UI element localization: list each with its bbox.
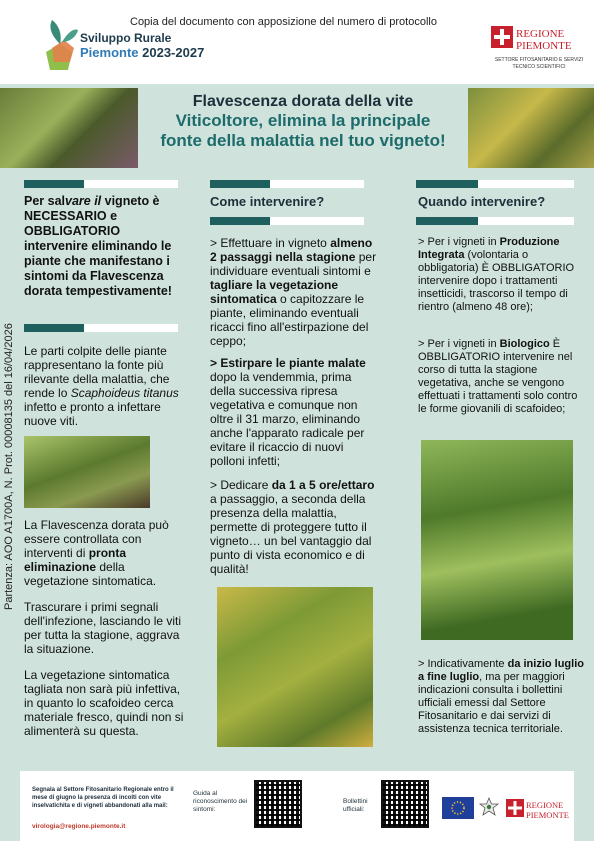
italian-emblem-icon	[479, 796, 499, 820]
program-title: Sviluppo Rurale	[80, 31, 172, 45]
guide-label: Guida al riconoscimento dei sintomi:	[193, 790, 248, 813]
title-line-2: Viticoltore, elimina la principale	[175, 111, 431, 130]
col2-bar-mid	[210, 217, 364, 225]
guide-qr-code[interactable]	[254, 780, 302, 828]
poster-title	[140, 92, 466, 156]
col1-bar-mid	[24, 324, 178, 332]
col1-paragraph-3: Trascurare i primi segnali dell'infezione, lasciando le viti per tutta la stagione, aggrava la situazione.	[24, 600, 182, 656]
col3-heading: Quando intervenire?	[418, 194, 546, 209]
vineyard-row-photo	[421, 440, 573, 640]
eu-flag-icon	[442, 797, 474, 819]
footer-email-link[interactable]: virologia@regione.piemonte.it	[32, 823, 126, 830]
vine-photo-right	[468, 88, 594, 168]
diseased-leaves-photo	[217, 587, 373, 747]
col3-bar-top	[416, 180, 574, 188]
regione-piemonte-logo	[491, 24, 581, 54]
sviluppo-rurale-leaf-icon	[42, 18, 78, 78]
protocol-stamp: Partenza: AOO A1700A, N. Prot. 00008135 del 16/04/2026	[3, 323, 15, 610]
col1-paragraph-4: La vegetazione sintomatica tagliata non sarà più infettiva, in quanto lo scafoideo cerca materiale fresco, quindi non si alimenterà su questa.	[24, 668, 184, 738]
svg-text:REGIONE: REGIONE	[516, 28, 565, 40]
region-department: SETTORE FITOSANITARIO E SERVIZI TECNICO SCIENTIFICI	[494, 57, 584, 70]
col1-paragraph-2: La Flavescenza dorata può essere controllata con interventi di pronta eliminazione della vegetazione sintomatica.	[24, 518, 169, 588]
col1-intro: Per salvare il vigneto è NECESSARIO e OBBLIGATORIO intervenire eliminando le piante che manifestano i sintomi da Flavescenza dorata tempestivamente!	[24, 194, 172, 298]
program-region: Piemonte	[80, 45, 139, 60]
footer-report-text: Segnala al Settore Fitosanitario Regionale entro il mese di giugno la presenza di incolti con vite inselvatichita e di vigneti abbandonati alla mail:	[32, 787, 174, 809]
col1-paragraph-1: Le parti colpite delle piante rappresentano la fonte più rilevante della malattia, che rende lo Scaphoideus titanus infetto e pronto a infettare nuove viti.	[24, 344, 179, 428]
col3-step-1: > Per i vigneti in Produzione Integrata (volontaria o obbligatoria) È OBBLIGATORIO intervenire dopo i trattamenti insetticidi, trascorso il tempo di rientro (almeno 48 ore);	[418, 236, 575, 313]
col2-heading: Come intervenire?	[210, 194, 325, 209]
vine-photo-left	[0, 88, 138, 168]
svg-text:REGIONE: REGIONE	[526, 800, 564, 810]
title-line-1: Flavescenza dorata della vite	[192, 93, 414, 110]
col2-bar-top	[210, 180, 364, 188]
col2-step-1: > Effettuare in vigneto almeno 2 passaggi nella stagione per individuare eventuali sintomi e tagliare la vegetazione sintomatica o capitozzare le piante, eliminando eventuali ricacci fino all'estirpazione del ceppo;	[210, 236, 377, 348]
title-line-3: fonte della malattia nel tuo vigneto!	[160, 131, 446, 150]
protocol-note: Copia del documento con apposizione del numero di protocollo	[130, 16, 437, 28]
bulletin-label: Bollettini ufficiali:	[343, 798, 368, 813]
regione-piemonte-footer-logo	[506, 797, 576, 821]
col1-bar-top	[24, 180, 178, 188]
col2-step-3: > Dedicare da 1 a 5 ore/ettaro a passaggio, a seconda della presenza della malattia, permette di proteggere tutto il vigneto… un bel vantaggio dal punto di vista economico e di qualità!	[210, 478, 375, 576]
svg-text:PIEMONTE: PIEMONTE	[516, 40, 572, 52]
program-subtitle	[80, 45, 204, 60]
col3-step-2: > Per i vigneti in Biologico È OBBLIGATORIO intervenire nel corso di tutta la stagione vegetativa, anche se vengono effettuati i trattamenti solo contro le forme giovanili di scafoideo;	[418, 338, 578, 415]
svg-text:PIEMONTE: PIEMONTE	[526, 810, 569, 820]
bulletin-qr-code[interactable]	[381, 780, 429, 828]
col3-step-3: > Indicativamente da inizio luglio a fine luglio, ma per maggiori indicazioni consulta i bollettini ufficiali emessi dal Settore Fitosanitario e dai servizi di assistenza tecnica territoriale.	[418, 658, 584, 735]
program-years: 2023-2027	[142, 45, 205, 60]
col3-bar-mid	[416, 217, 574, 225]
vineyard-photo-small	[24, 436, 150, 508]
col2-step-2: > Estirpare le piante malate dopo la vendemmia, prima della successiva ripresa vegetativa e comunque non oltre il 31 marzo, eliminando anche l'apparato radicale per evitare il ricaccio di nuovi polloni infetti;	[210, 356, 366, 468]
